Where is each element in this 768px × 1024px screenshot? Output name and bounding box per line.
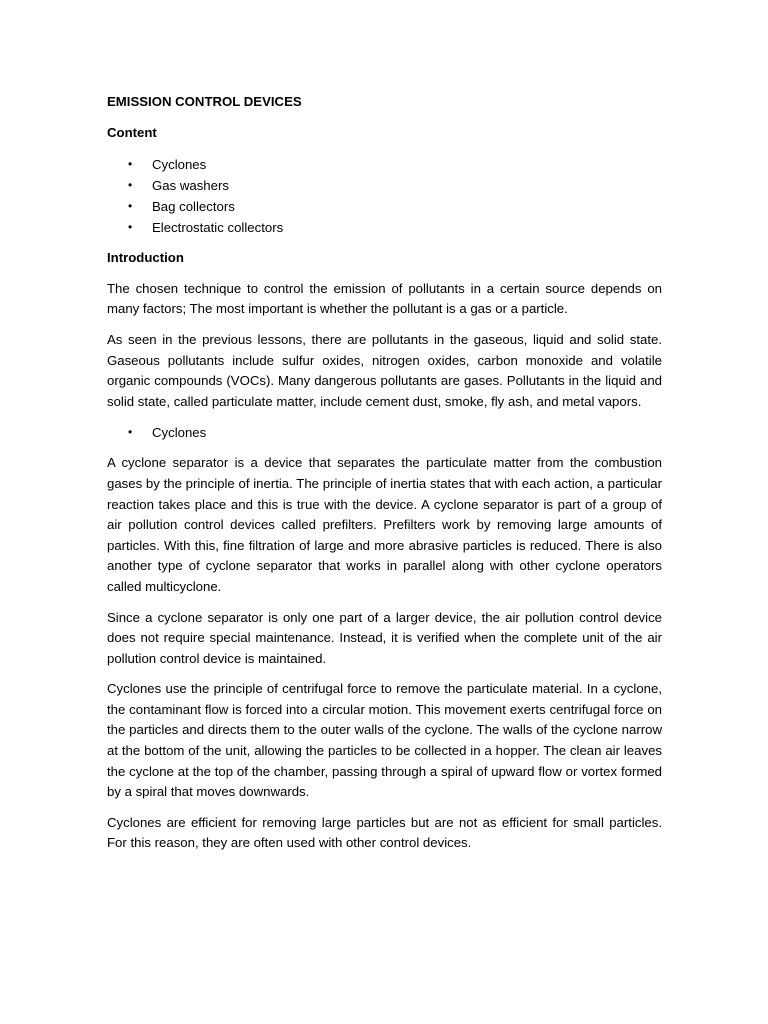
introduction-title: Introduction: [107, 250, 184, 266]
list-item: [107, 196, 662, 217]
cyclone-paragraph-2: Since a cyclone separator is only one part of a larger device, the air pollution control device does not require special maintenance. Instead, it is verified when the complete unit of the air pollution control device is maintained.: [107, 609, 662, 666]
list-item-label: Cyclones: [152, 425, 207, 441]
list-item: [107, 217, 662, 238]
list-item: [107, 175, 662, 196]
document-title: EMISSION CONTROL DEVICES: [107, 94, 302, 109]
document-page: [107, 92, 662, 864]
list-item-label: Electrostatic collectors: [152, 220, 284, 236]
list-item: [107, 154, 662, 175]
list-item-label: Gas washers: [152, 178, 229, 194]
cyclones-section-bullet: [107, 422, 662, 443]
list-item: [107, 422, 662, 443]
bullet-icon: •: [128, 425, 133, 440]
content-list: [107, 154, 662, 238]
bullet-icon: •: [128, 220, 133, 235]
intro-paragraph-2: As seen in the previous lessons, there are pollutants in the gaseous, liquid and solid state. Gaseous pollutants include sulfur oxides, nitrogen oxides, carbon monoxide and volatile organic compounds (VOCs). Many dangerous pollutants are gases. Pollutants in the liquid and solid state, called particulate matter, include cement dust, smoke, fly ash, and metal vapors.: [107, 331, 662, 409]
list-item-label: Bag collectors: [152, 199, 235, 215]
bullet-icon: •: [128, 199, 133, 214]
intro-paragraph-1: The chosen technique to control the emission of pollutants in a certain source depends on many factors; The most important is whether the pollutant is a gas or a particle.: [107, 280, 662, 317]
cyclone-paragraph-4: Cyclones are efficient for removing large particles but are not as efficient for small particles. For this reason, they are often used with other control devices.: [107, 814, 662, 851]
cyclone-paragraph-1: A cyclone separator is a device that separates the particulate matter from the combustion gases by the principle of inertia. The principle of inertia states that with each action, a particular reaction takes place and this is true with the device. A cyclone separator is part of a group of air pollution control devices called prefilters. Prefilters work by removing large amounts of particles. With this, fine filtration of large and more abrasive particles is reduced. There is also another type of cyclone separator that works in parallel along with other cyclone operators called multicyclone.: [107, 455, 662, 594]
bullet-icon: •: [128, 157, 133, 172]
content-label: Content: [107, 124, 157, 140]
bullet-icon: •: [128, 178, 133, 193]
cyclone-paragraph-3: Cyclones use the principle of centrifugal force to remove the particulate material. In a cyclone, the contaminant flow is forced into a circular motion. This movement exerts centrifugal force on the particles and directs them to the outer walls of the cyclone. The walls of the cyclone narrow at the bottom of the unit, allowing the particles to be collected in a hopper. The clean air leaves the cyclone at the top of the chamber, passing through a spiral of upward flow or vortex formed by a spiral that moves downwards.: [107, 681, 662, 800]
list-item-label: Cyclones: [152, 157, 207, 173]
